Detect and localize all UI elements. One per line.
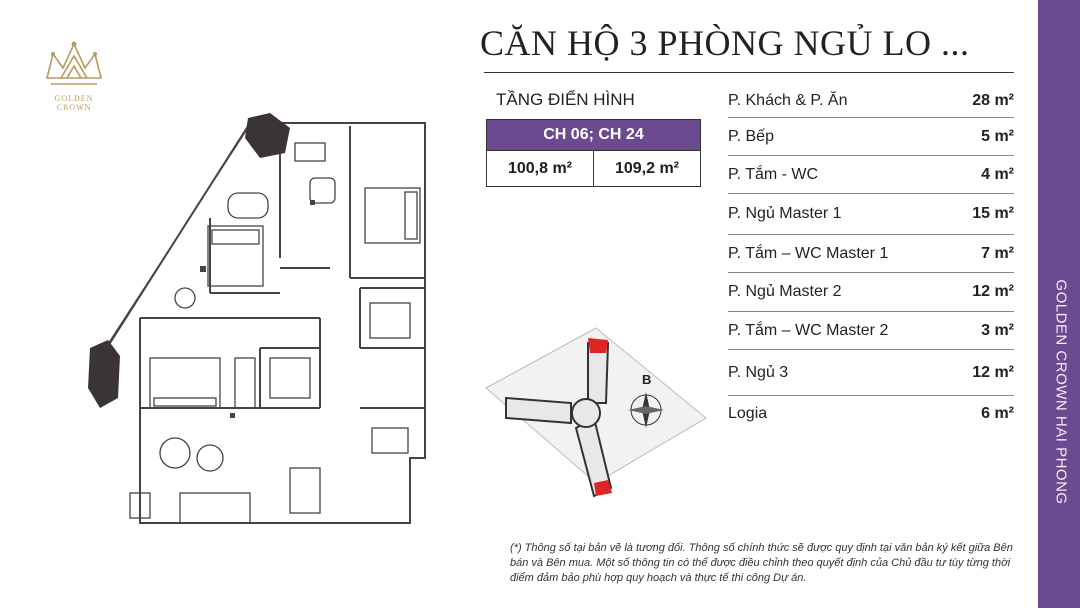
room-area: 28 m² bbox=[972, 91, 1014, 109]
room-row bbox=[728, 156, 1014, 194]
room-name: P. Ngủ 3 bbox=[728, 363, 789, 381]
room-row bbox=[728, 312, 1014, 350]
room-area: 12 m² bbox=[972, 283, 1014, 300]
room-name: P. Tắm – WC Master 1 bbox=[728, 244, 889, 262]
room-area: 7 m² bbox=[981, 244, 1014, 262]
key-plan-map bbox=[476, 318, 716, 508]
floor-plan-drawing bbox=[80, 108, 440, 528]
logo-text-line2: CROWN bbox=[56, 103, 92, 112]
room-area: 6 m² bbox=[981, 405, 1014, 422]
room-area: 15 m² bbox=[972, 205, 1014, 222]
apartment-codes: CH 06; CH 24 bbox=[487, 120, 700, 150]
logo-text-line1: GOLDEN bbox=[54, 94, 94, 103]
room-name: P. Ngủ Master 2 bbox=[728, 283, 842, 300]
apartment-area-2: 109,2 m² bbox=[593, 151, 700, 186]
title-underline bbox=[484, 72, 1014, 73]
room-row bbox=[728, 273, 1014, 312]
room-area-list bbox=[728, 84, 1014, 432]
apartment-area-row bbox=[487, 150, 700, 186]
room-row bbox=[728, 84, 1014, 118]
compass-label: B bbox=[642, 372, 652, 387]
room-area: 12 m² bbox=[972, 363, 1014, 381]
room-row bbox=[728, 396, 1014, 432]
room-area: 3 m² bbox=[981, 321, 1014, 339]
room-area: 4 m² bbox=[981, 165, 1014, 183]
side-band-text: GOLDEN CROWN HAI PHONG bbox=[1052, 279, 1070, 505]
room-name: P. Bếp bbox=[728, 127, 774, 145]
room-row bbox=[728, 235, 1014, 273]
room-row bbox=[728, 118, 1014, 156]
room-area: 5 m² bbox=[981, 127, 1014, 145]
apartment-info-box bbox=[486, 119, 701, 187]
room-row bbox=[728, 350, 1014, 396]
typical-floor-label: TẦNG ĐIỂN HÌNH bbox=[496, 90, 635, 109]
room-name: P. Tắm – WC Master 2 bbox=[728, 321, 889, 339]
room-name: P. Ngủ Master 1 bbox=[728, 205, 842, 222]
room-name: Logia bbox=[728, 405, 768, 422]
disclaimer-note: (*) Thông số tại bản vẽ là tương đối. Thông số chính thức sẽ được quy định tại văn bản ký kết giữa Bên bán và Bên mua. Một số thông tin có thể được điều chỉnh theo quyết định của Chủ đầu tư tùy từng thời điểm đảm bảo phù hợp quy hoạch và thực tế thi công Dự án. bbox=[510, 542, 1013, 584]
crown-icon bbox=[39, 38, 109, 94]
apartment-area-1: 100,8 m² bbox=[507, 160, 573, 177]
page-title: CĂN HỘ 3 PHÒNG NGỦ LO ... bbox=[480, 23, 970, 63]
room-row bbox=[728, 194, 1014, 235]
room-name: P. Tắm - WC bbox=[728, 165, 819, 183]
room-name: P. Khách & P. Ăn bbox=[728, 91, 848, 109]
